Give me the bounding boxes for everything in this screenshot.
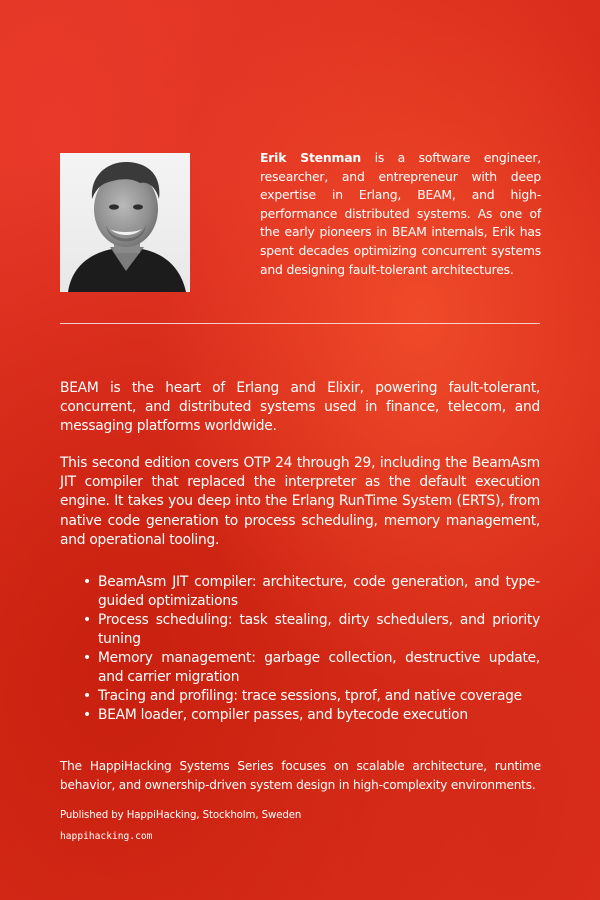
description-paragraph: BEAM is the heart of Erlang and Elixir, powering fault-tolerant, concurrent, and distributed systems used in finance, telecom, and messaging platforms worldwide.: [60, 380, 540, 435]
website-link[interactable]: happihacking.com: [60, 831, 153, 842]
author-photo: [60, 153, 190, 292]
publisher-info: Published by HappiHacking, Stockholm, Sweden: [60, 810, 302, 821]
feature-item: • Tracing and profiling: trace sessions, tprof, and native coverage: [98, 687, 540, 706]
feature-item: • Memory management: garbage collection, destructive update, and carrier migration: [98, 649, 540, 687]
feature-item: • Process scheduling: task stealing, dirty schedulers, and priority tuning: [98, 611, 540, 649]
description-paragraph: This second edition covers OTP 24 through 29, including the BeamAsm JIT compiler that replaced the interpreter as the default execution engine. It takes you deep into the Erlang RunTime System (ERTS), from native code generation to process scheduling, memory management, and operational tooling.: [60, 455, 540, 548]
book-description: [60, 379, 540, 726]
feature-item: • BeamAsm JIT compiler: architecture, code generation, and type-guided optimizations: [98, 573, 540, 611]
feature-item: • BEAM loader, compiler passes, and bytecode execution: [98, 706, 540, 725]
author-bio-text: is a software engineer, researcher, and entrepreneur with deep expertise in Erlang, BEAM, and high-performance distributed systems. As one of the early pioneers in BEAM internals, Erik has spent decades optimizing concurrent systems and designing fault-tolerant architectures.: [260, 150, 541, 277]
author-bio: [260, 149, 541, 279]
series-description: The HappiHacking Systems Series focuses on scalable architecture, runtime behavior, and ownership-driven system design in high-complexity environments.: [60, 759, 541, 792]
feature-list: [60, 573, 540, 726]
author-name: Erik Stenman: [260, 150, 361, 165]
divider: [60, 323, 540, 324]
